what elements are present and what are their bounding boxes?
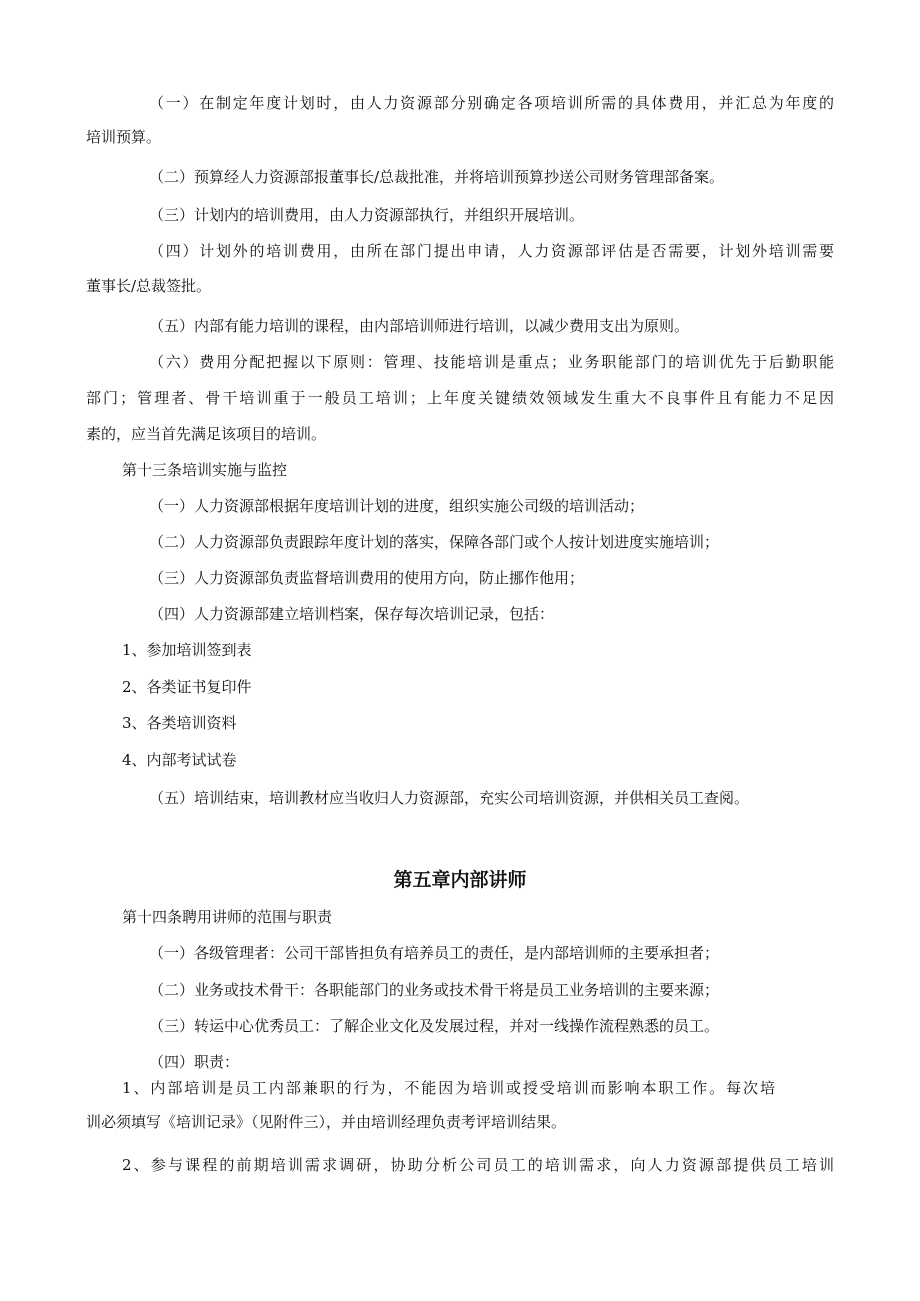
para-budget-line-1: （一）在制定年度计划时，由人力资源部分别确定各项培训所需的具体费用，并汇总为年度的 [149, 94, 834, 112]
para-inplan: （三）计划内的培训费用，由人力资源部执行，并组织开展培训。 [149, 206, 585, 224]
para-outplan-line-1: （四）计划外的培训费用，由所在部门提出申请，人力资源部评估是否需要，计划外培训需要 [149, 242, 834, 260]
record-item-2: 2、各类证书复印件 [122, 678, 252, 696]
para-allocation-line-3: 素的，应当首先满足该项目的培训。 [86, 425, 327, 443]
record-item-4: 4、内部考试试卷 [122, 751, 237, 769]
article-14-item-2: （二）业务或技术骨干：各职能部门的业务或技术骨干将是员工业务培训的主要来源； [149, 981, 720, 999]
article-14-title: 第十四条聘用讲师的范围与职责 [122, 908, 333, 926]
para-budget-line-2: 培训预算。 [86, 128, 162, 146]
record-item-3: 3、各类培训资料 [122, 714, 237, 732]
article-13-item-1: （一）人力资源部根据年度培训计划的进度，组织实施公司级的培训活动； [149, 497, 645, 515]
para-internal: （五）内部有能力培训的课程，由内部培训师进行培训，以减少费用支出为原则。 [149, 317, 690, 335]
para-allocation-line-2: 部门；管理者、骨干培训重于一般员工培训；上年度关键绩效领域发生重大不良事件且有能力不足因 [86, 389, 834, 407]
article-13-item-3: （三）人力资源部负责监督培训费用的使用方向，防止挪作他用； [149, 569, 585, 587]
article-13-item-4: （四）人力资源部建立培训档案，保存每次培训记录，包括： [149, 605, 555, 623]
article-13-title: 第十三条培训实施与监控 [122, 461, 288, 479]
article-13-item-2: （二）人力资源部负责跟踪年度计划的落实，保障各部门或个人按计划进度实施培训； [149, 533, 720, 551]
chapter-heading: 第五章内部讲师 [393, 869, 527, 891]
duty-2-line-1: 2、参与课程的前期培训需求调研，协助分析公司员工的培训需求，向人力资源部提供员工培训 [122, 1156, 834, 1174]
para-outplan-line-2: 董事长/总裁签批。 [86, 277, 212, 295]
duty-1-line-1: 1、内部培训是员工内部兼职的行为，不能因为培训或授受培训而影响本职工作。每次培 [122, 1079, 775, 1097]
para-approval: （二）预算经人力资源部报董事长/总裁批准，并将培训预算抄送公司财务管理部备案。 [149, 168, 725, 186]
article-14-item-1: （一）各级管理者：公司干部皆担负有培养员工的责任，是内部培训师的主要承担者； [149, 944, 720, 962]
duty-1-line-2: 训必须填写《培训记录》（见附件三），并由培训经理负责考评培训结果。 [86, 1113, 567, 1131]
article-14-item-4: （四）职责： [149, 1053, 240, 1071]
para-allocation-line-1: （六）费用分配把握以下原则：管理、技能培训是重点；业务职能部门的培训优先于后勤职能 [149, 353, 834, 371]
record-item-1: 1、参加培训签到表 [122, 641, 252, 659]
article-14-item-3: （三）转运中心优秀员工：了解企业文化及发展过程，并对一线操作流程熟悉的员工。 [149, 1017, 720, 1035]
article-13-item-5: （五）培训结束，培训教材应当收归人力资源部，充实公司培训资源，并供相关员工查阅。 [149, 789, 750, 807]
